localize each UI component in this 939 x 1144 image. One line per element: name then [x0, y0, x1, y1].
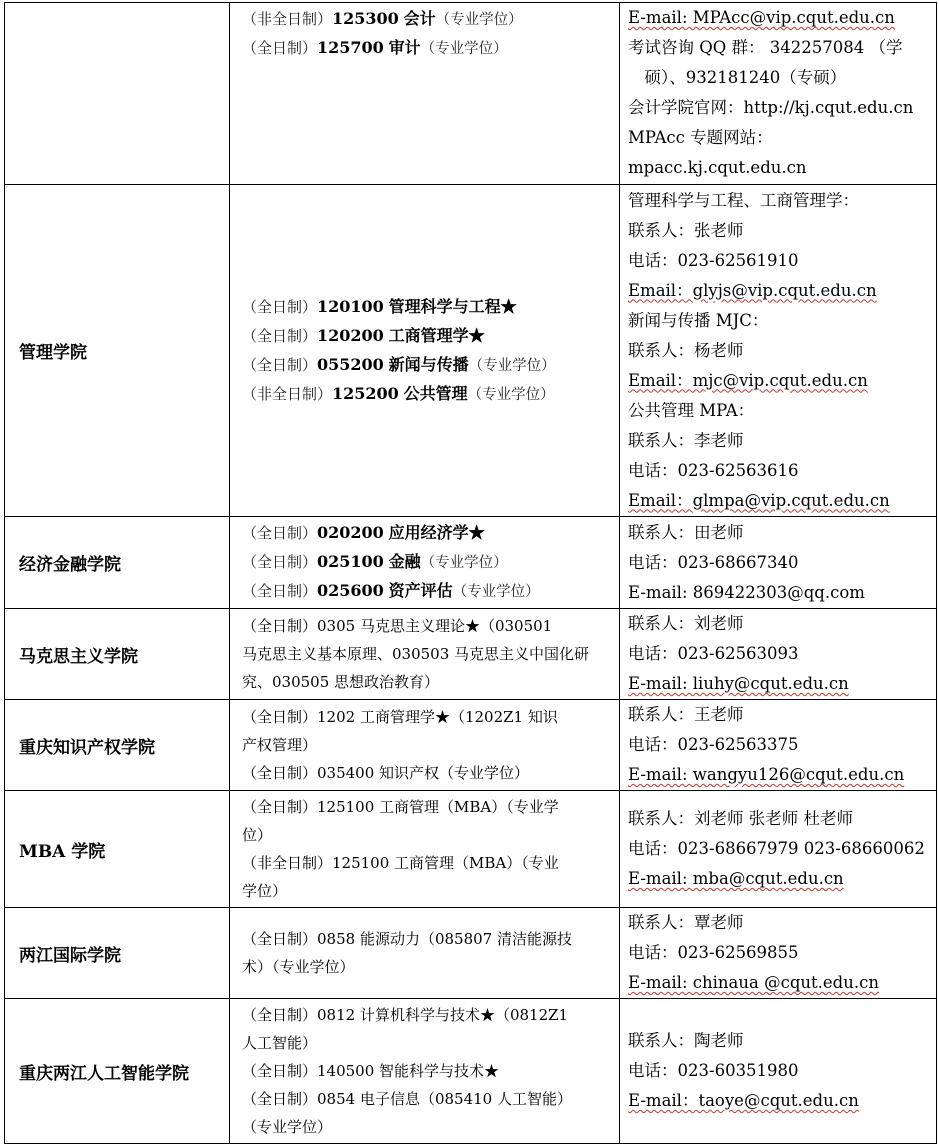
table-row	[5, 700, 937, 791]
program-line: （全日制）125700 审计（专业学位）	[242, 38, 508, 57]
programs-cell	[230, 185, 620, 517]
program-line: （全日制）140500 智能科学与技术★	[242, 1062, 500, 1080]
program-line: （全日制）125100 工商管理（MBA）（专业学	[242, 798, 559, 816]
contact-person: 联系人：王老师	[628, 705, 744, 724]
phone: 电话：023-62563093	[628, 644, 799, 663]
college-cell: 管理学院	[5, 185, 230, 517]
website-link[interactable]: mpacc.kj.cqut.edu.cn	[628, 158, 807, 177]
programs-cell	[230, 908, 620, 999]
email-link[interactable]: E-mail: chinaua @cqut.edu.cn	[628, 973, 879, 992]
website-link[interactable]: 会计学院官网：http://kj.cqut.edu.cn	[628, 98, 914, 117]
table-row	[5, 609, 937, 700]
program-line: 术）（专业学位）	[242, 958, 355, 976]
program-line: （全日制）035400 知识产权（专业学位）	[242, 764, 530, 782]
college-cell: 重庆知识产权学院	[5, 700, 230, 791]
table-row	[5, 517, 937, 609]
table-row	[5, 908, 937, 999]
program-line: （全日制）025600 资产评估（专业学位）	[242, 581, 540, 600]
program-line: （全日制）1202 工商管理学★（1202Z1 知识	[242, 708, 558, 726]
program-line: （专业学位）	[242, 1118, 333, 1136]
program-line: （全日制）025100 金融（专业学位）	[242, 552, 508, 571]
program-line: （全日制）055200 新闻与传播（专业学位）	[242, 354, 556, 374]
program-line: （全日制）120100 管理科学与工程★	[242, 296, 517, 316]
program-line: （全日制）0812 计算机科学与技术★（0812Z1	[242, 1006, 569, 1024]
program-line: （全日制）120200 工商管理学★	[242, 325, 485, 345]
program-line: 学位）	[242, 882, 288, 900]
contacts-cell	[620, 609, 937, 700]
program-line: （全日制）0854 电子信息（085410 人工智能）	[242, 1090, 572, 1108]
program-line: 究、030505 思想政治教育）	[242, 673, 440, 691]
program-line: 人工智能）	[242, 1034, 318, 1052]
phone: 电话：023-68667979 023-68660062	[628, 839, 925, 858]
college-cell	[5, 3, 230, 185]
program-line: （非全日制）125200 公共管理（专业学位）	[242, 383, 555, 403]
email-link[interactable]: Email：glmpa@vip.cqut.edu.cn	[628, 490, 890, 510]
email-link[interactable]: Email：mjc@vip.cqut.edu.cn	[628, 370, 868, 390]
program-line: 产权管理）	[242, 736, 318, 754]
contacts-cell	[620, 185, 937, 517]
program-line: 马克思主义基本原理、030503 马克思主义中国化研	[242, 645, 590, 663]
contact-line: MPAcc 专题网站：	[628, 128, 773, 147]
program-line: （非全日制）125300 会计（专业学位）	[242, 9, 523, 28]
qq-group: 考试咨询 QQ 群： 342257084 （学	[628, 38, 903, 57]
contact-person: 联系人：张老师	[628, 220, 744, 240]
contacts-cell	[620, 3, 937, 185]
phone: 电话：023-62569855	[628, 943, 799, 962]
email-link[interactable]: E-mail: mba@cqut.edu.cn	[628, 869, 844, 888]
college-cell: 经济金融学院	[5, 517, 230, 609]
programs-cell	[230, 3, 620, 185]
contact-person: 联系人：田老师	[628, 522, 744, 542]
contact-line: 公共管理 MPA：	[628, 400, 755, 420]
contacts-cell	[620, 517, 937, 609]
programs-cell	[230, 700, 620, 791]
contact-person: 联系人：李老师	[628, 430, 744, 450]
program-line: （全日制）0305 马克思主义理论★（030501	[242, 617, 553, 635]
table-row	[5, 999, 937, 1144]
phone: 电话：023-62561910	[628, 250, 799, 270]
qq-group-cont: 硕）、932181240（专硕）	[628, 68, 847, 87]
contact-person: 联系人：刘老师	[628, 614, 744, 633]
contact-person: 联系人：刘老师 张老师 杜老师	[628, 809, 853, 828]
contacts-cell	[620, 791, 937, 908]
program-line: （全日制）0858 能源动力（085807 清洁能源技	[242, 930, 572, 948]
email-link[interactable]: E-mail：taoye@cqut.edu.cn	[628, 1091, 859, 1110]
programs-cell	[230, 609, 620, 700]
phone: 电话：023-62563616	[628, 460, 799, 480]
email-link[interactable]: E-mail: 869422303@qq.com	[628, 582, 865, 602]
program-line: （全日制）020200 应用经济学★	[242, 523, 485, 542]
college-cell: MBA 学院	[5, 791, 230, 908]
phone: 电话：023-60351980	[628, 1061, 799, 1080]
contact-person: 联系人：杨老师	[628, 340, 744, 360]
college-cell: 两江国际学院	[5, 908, 230, 999]
program-line: （非全日制）125100 工商管理（MBA）（专业	[242, 854, 559, 872]
contact-person: 联系人：覃老师	[628, 913, 744, 932]
email-link[interactable]: Email：glyjs@vip.cqut.edu.cn	[628, 280, 877, 300]
contacts-cell	[620, 700, 937, 791]
email-link[interactable]: E-mail: MPAcc@vip.cqut.edu.cn	[628, 8, 895, 27]
contact-line: 管理科学与工程、工商管理学：	[628, 190, 859, 210]
college-cell: 马克思主义学院	[5, 609, 230, 700]
admissions-contact-table	[4, 2, 937, 1144]
contacts-cell	[620, 908, 937, 999]
phone: 电话：023-62563375	[628, 735, 799, 754]
programs-cell	[230, 999, 620, 1144]
table-row	[5, 185, 937, 517]
contact-line: 新闻与传播 MJC：	[628, 310, 769, 330]
email-link[interactable]: E-mail: liuhy@cqut.edu.cn	[628, 674, 849, 693]
program-line: 位）	[242, 826, 273, 844]
phone: 电话：023-68667340	[628, 552, 799, 572]
programs-cell	[230, 517, 620, 609]
college-cell: 重庆两江人工智能学院	[5, 999, 230, 1144]
table-row	[5, 3, 937, 185]
contact-person: 联系人：陶老师	[628, 1031, 744, 1050]
contacts-cell	[620, 999, 937, 1144]
email-link[interactable]: E-mail: wangyu126@cqut.edu.cn	[628, 765, 905, 784]
table-row	[5, 791, 937, 908]
programs-cell	[230, 791, 620, 908]
